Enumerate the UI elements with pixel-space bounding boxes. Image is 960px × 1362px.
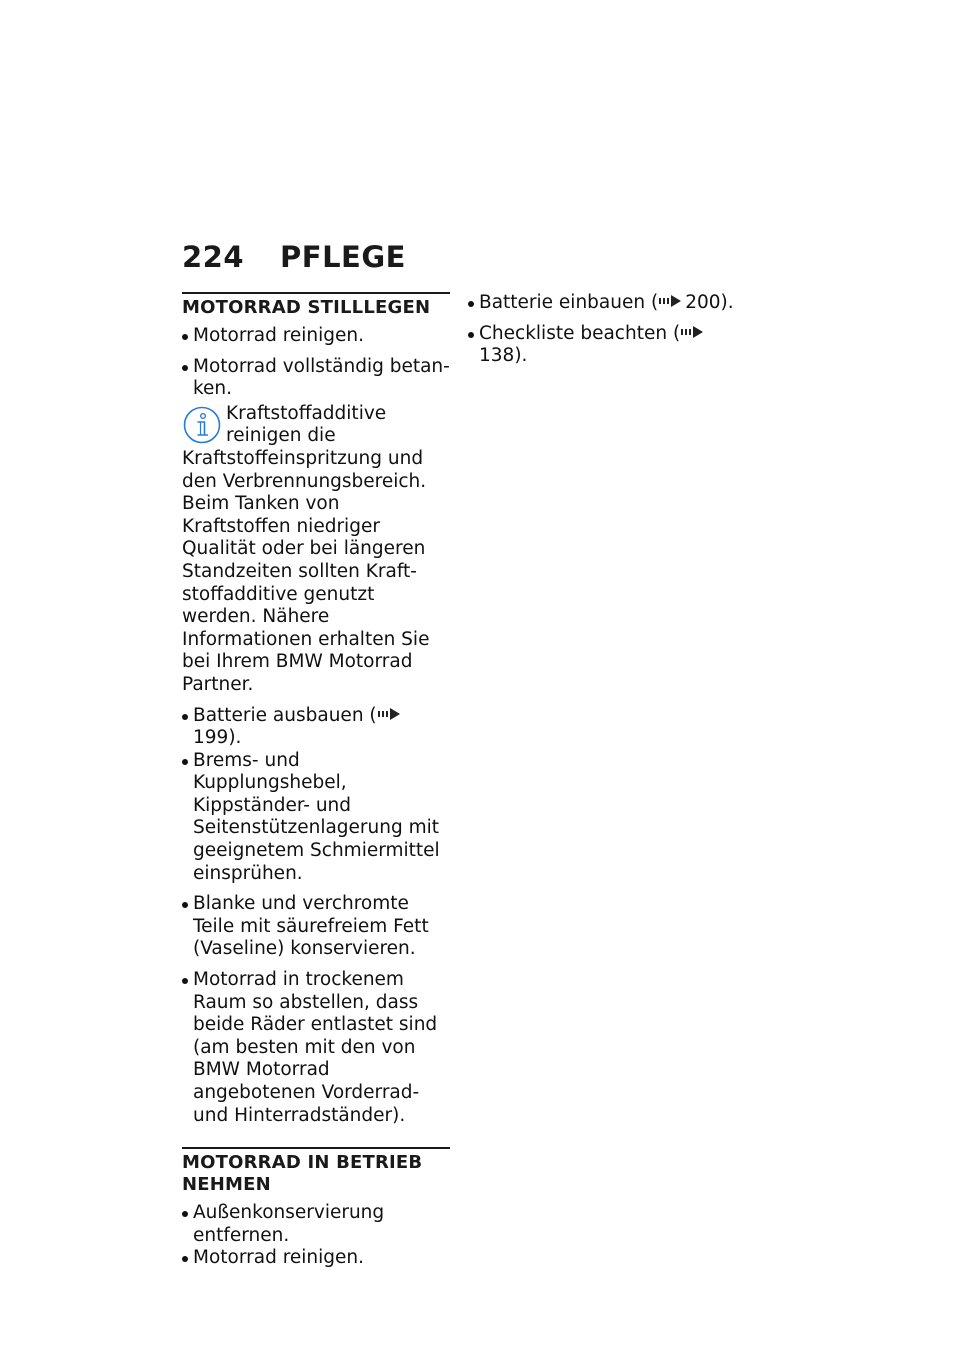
list-item: Motorrad reinigen. xyxy=(182,1247,450,1270)
page-reference-arrow-icon xyxy=(681,326,705,338)
info-note xyxy=(182,403,450,697)
list-item: Motorrad in trockenem Raum so abstellen, dass beide Räder entlastet sind (am besten mit den von BMW Motorrad angebotenen Vorderrad- und Hinterradständer). xyxy=(182,969,450,1127)
page-reference[interactable]: 200 xyxy=(685,292,721,313)
list-item-checklist: Checkliste beachten (138). xyxy=(468,323,736,368)
section-title-stilllegen: MOTORRAD STILLLEGEN xyxy=(182,292,450,319)
list-item: Blanke und verchromte Teile mit säurefreiem Fett (Vaseline) konservieren. xyxy=(182,893,450,961)
chapter-title: PFLEGE xyxy=(280,240,406,274)
page-header xyxy=(182,240,406,280)
list-item-battery-install: Batterie einbauen ( 200). xyxy=(468,292,736,315)
info-icon xyxy=(182,405,222,445)
list-item: Motorrad vollständig betanken. xyxy=(182,356,450,401)
list-item-battery-remove: Batterie ausbauen (199). xyxy=(182,705,450,750)
page-number: 224 xyxy=(182,240,245,274)
left-column xyxy=(182,292,450,1270)
list-item: Außenkonservierung entfernen. xyxy=(182,1202,450,1247)
steps-list xyxy=(468,292,736,368)
page-reference[interactable]: 199 xyxy=(193,727,229,749)
info-note-text: Kraftstoffadditive reinigen die Kraftstoffeinspritzung und den Verbrennungsbereich. Beim Tanken von Kraftstoffen niedriger Qualität oder bei längeren Standzeiten sollten Kraftstoffadditive genutzt werden. Nähere Informationen erhalten Sie bei Ihrem BMW Motorrad Partner. xyxy=(182,402,430,695)
section-title-inbetriebnahme: MOTORRAD IN BETRIEB NEHMEN xyxy=(182,1147,450,1196)
steps-list xyxy=(182,325,450,401)
steps-list xyxy=(182,1202,450,1270)
list-item: Brems- und Kupplungshebel, Kippständer- und Seitenstützenlagerung mit geeignetem Schmiermittel einsprühen. xyxy=(182,750,450,886)
steps-list xyxy=(182,705,450,1128)
page-reference[interactable]: 138 xyxy=(479,345,515,367)
right-column xyxy=(468,292,736,376)
list-item: Motorrad reinigen. xyxy=(182,325,450,348)
page-reference-arrow-icon xyxy=(659,295,683,307)
page-reference-arrow-icon xyxy=(378,708,402,720)
